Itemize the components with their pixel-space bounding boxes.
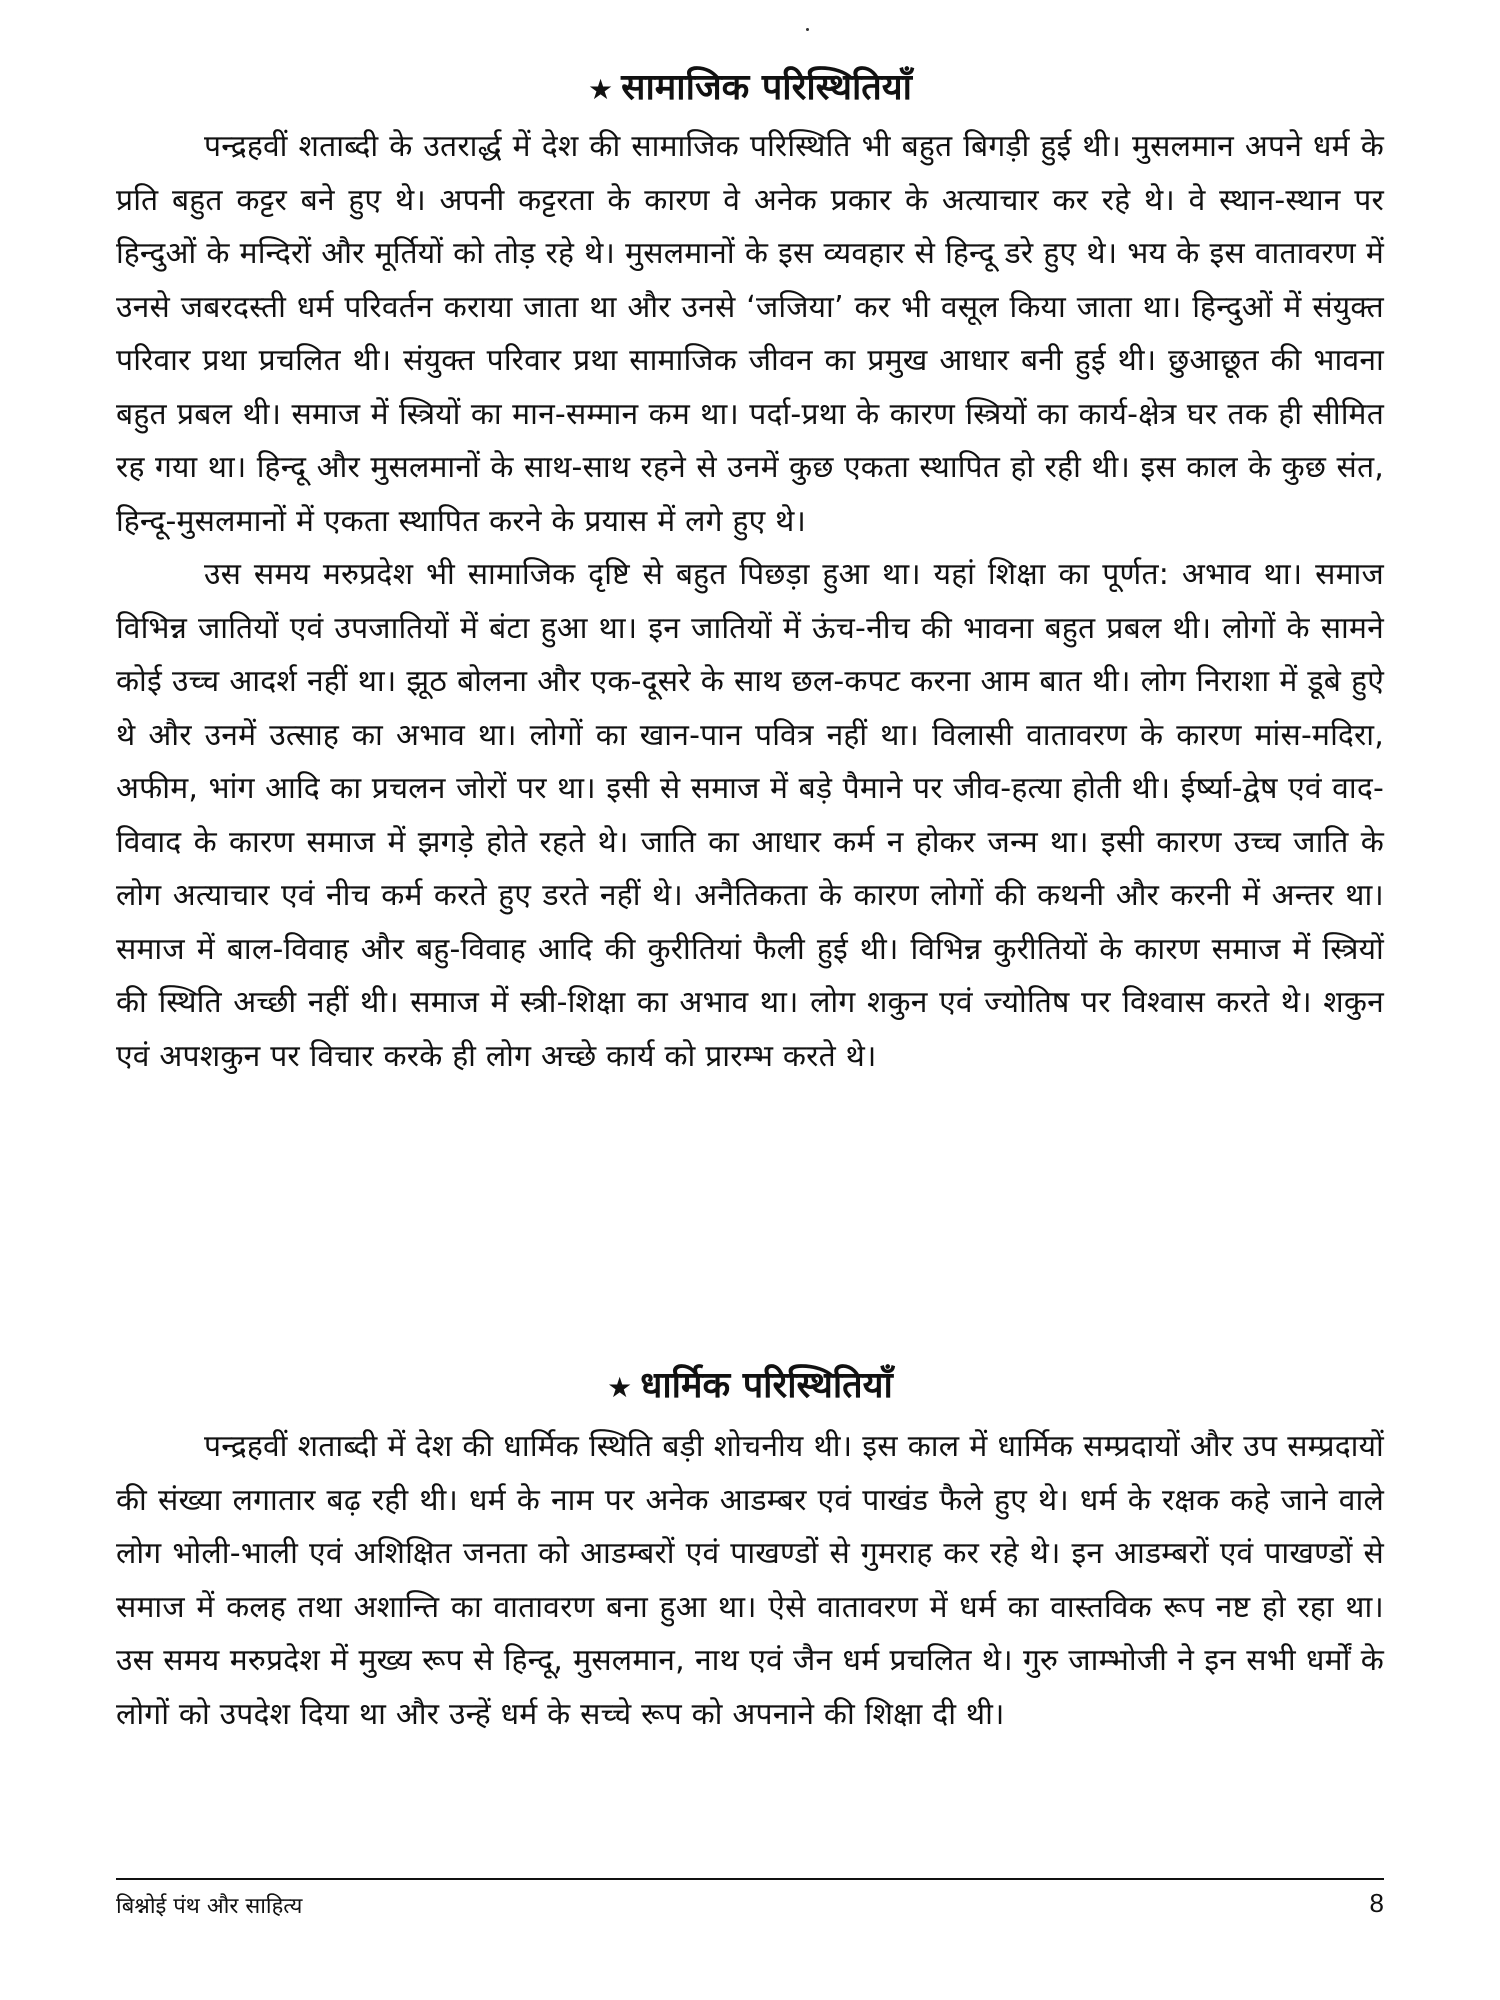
section-body-social	[116, 120, 1384, 1083]
section-heading-social-text: सामाजिक परिस्थितियाँ	[621, 67, 912, 108]
print-mark	[806, 28, 809, 31]
section-heading-social	[116, 66, 1384, 109]
paragraph: उस समय मरुप्रदेश भी सामाजिक दृष्टि से बहुत पिछड़ा हुआ था। यहां शिक्षा का पूर्णत: अभाव था। समाज विभिन्न जातियों एवं उपजातियों में बंटा हुआ था। इन जातियों में ऊंच-नीच की भावना बहुत प्रबल थी। लोगों के सामने कोई उच्च आदर्श नहीं था। झूठ बोलना और एक-दूसरे के साथ छल-कपट करना आम बात थी। लोग निराशा में डूबे हुऐ थे और उनमें उत्साह का अभाव था। लोगों का खान-पान पवित्र नहीं था। विलासी वातावरण के कारण मांस-मदिरा, अफीम, भांग आदि का प्रचलन जोरों पर था। इसी से समाज में बड़े पैमाने पर जीव-हत्या होती थी। ईर्ष्या-द्वेष एवं वाद-विवाद के कारण समाज में झगड़े होते रहते थे। जाति का आधार कर्म न होकर जन्म था। इसी कारण उच्च जाति के लोग अत्याचार एवं नीच कर्म करते हुए डरते नहीं थे। अनैतिकता के कारण लोगों की कथनी और करनी में अन्तर था। समाज में बाल-विवाह और बहु-विवाह आदि की कुरीतियां फैली हुई थी। विभिन्न कुरीतियों के कारण समाज में स्त्रियों की स्थिति अच्छी नहीं थी। समाज में स्त्री-शिक्षा का अभाव था। लोग शकुन एवं ज्योतिष पर विश्वास करते थे। शकुन एवं अपशकुन पर विचार करके ही लोग अच्छे कार्य को प्रारम्भ करते थे।	[116, 557, 1384, 1074]
footer-divider	[116, 1878, 1384, 1880]
section-heading-religious	[116, 1364, 1384, 1407]
section-body-religious	[116, 1420, 1384, 1741]
paragraph: पन्द्रहवीं शताब्दी के उतरार्द्ध में देश की सामाजिक परिस्थिति भी बहुत बिगड़ी हुई थी। मुसलमान अपने धर्म के प्रति बहुत कट्टर बने हुए थे। अपनी कट्टरता के कारण वे अनेक प्रकार के अत्याचार कर रहे थे। वे स्थान-स्थान पर हिन्दुओं के मन्दिरों और मूर्तियों को तोड़ रहे थे। मुसलमानों के इस व्यवहार से हिन्दू डरे हुए थे। भय के इस वातावरण में उनसे जबरदस्ती धर्म परिवर्तन कराया जाता था और उनसे ‘जजिया’ कर भी वसूल किया जाता था। हिन्दुओं में संयुक्त परिवार प्रथा प्रचलित थी। संयुक्त परिवार प्रथा सामाजिक जीवन का प्रमुख आधार बनी हुई थी। छुआछूत की भावना बहुत प्रबल थी। समाज में स्त्रियों का मान-सम्मान कम था। पर्दा-प्रथा के कारण स्त्रियों का कार्य-क्षेत्र घर तक ही सीमित रह गया था। हिन्दू और मुसलमानों के साथ-साथ रहने से उनमें कुछ एकता स्थापित हो रही थी। इस काल के कुछ संत, हिन्दू-मुसलमानों में एकता स्थापित करने के प्रयास में लगे हुए थे।	[116, 129, 1384, 539]
star-icon: ★	[588, 73, 614, 106]
section-heading-religious-text: धार्मिक परिस्थितियाँ	[640, 1365, 893, 1406]
page-number: 8	[1369, 1888, 1384, 1918]
book-page	[116, 0, 1384, 2000]
star-icon: ★	[607, 1371, 633, 1404]
footer-book-title: बिश्नोई पंथ और साहित्य	[116, 1894, 303, 1919]
paragraph: पन्द्रहवीं शताब्दी में देश की धार्मिक स्थिति बड़ी शोचनीय थी। इस काल में धार्मिक सम्प्रदायों और उप सम्प्रदायों की संख्या लगातार बढ़ रही थी। धर्म के नाम पर अनेक आडम्बर एवं पाखंड फैले हुए थे। धर्म के रक्षक कहे जाने वाले लोग भोली-भाली एवं अशिक्षित जनता को आडम्बरों एवं पाखण्डों से गुमराह कर रहे थे। इन आडम्बरों एवं पाखण्डों से समाज में कलह तथा अशान्ति का वातावरण बना हुआ था। ऐसे वातावरण में धर्म का वास्तविक रूप नष्ट हो रहा था। उस समय मरुप्रदेश में मुख्य रूप से हिन्दू, मुसलमान, नाथ एवं जैन धर्म प्रचलित थे। गुरु जाम्भोजी ने इन सभी धर्मों के लोगों को उपदेश दिया था और उन्हें धर्म के सच्चे रूप को अपनाने की शिक्षा दी थी।	[116, 1429, 1384, 1732]
